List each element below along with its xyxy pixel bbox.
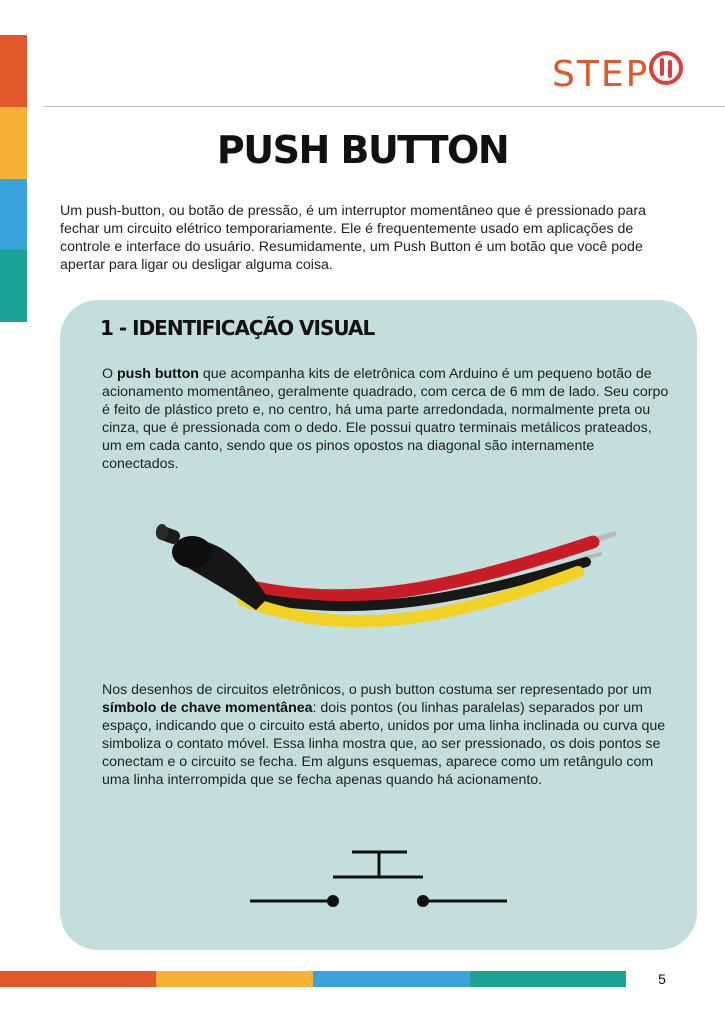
push-button-photo <box>148 500 618 640</box>
step-logo <box>552 48 692 96</box>
footer-bar-orange <box>0 971 156 987</box>
footer-bar-yellow <box>156 971 313 987</box>
symbol-paragraph: Nos desenhos de circuitos eletrônicos, o push button costuma ser representado por um símbolo de chave momentânea: dois pontos (ou linhas paralelas) separados por um espaço, indicando que o circuito está aberto, unidos por uma linha inclinada ou curva que simboliza o contato móvel. Essa linha mostra que, ao ser pressionado, os dois pontos se conectam e o circuito se fecha. Em alguns esquemas, aparece como um retângulo com uma linha interrompida que se fecha apenas quando há acionamento. <box>102 682 666 788</box>
bold-term: push button <box>116 366 199 382</box>
footer-bar-blue <box>313 971 470 987</box>
section-title: 1 - IDENTIFICAÇÃO VISUAL <box>100 316 375 340</box>
bold-term: símbolo de chave momentânea <box>102 700 313 716</box>
side-bar-orange <box>0 35 27 107</box>
side-bar-teal <box>0 250 27 322</box>
page-number: 5 <box>658 971 666 987</box>
header-divider <box>44 106 725 107</box>
logo-emblem-icon <box>651 53 681 83</box>
push-button-symbol <box>245 845 510 915</box>
identification-paragraph: O push button que acompanha kits de eletrônica com Arduino é um pequeno botão de acionamento momentâneo, geralmente quadrado, com cerca de 6 mm de lado. Seu corpo é feito de plástico preto e, no centro, há uma parte arredondada, normalmente preta ou cinza, que é pressionada com o dedo. Ele possui quatro terminais metálicos prateados, um em cada canto, sendo que os pinos opostos na diagonal são internamente conectados. <box>102 366 669 472</box>
footer-bar-teal <box>470 971 626 987</box>
page-title: PUSH BUTTON <box>216 128 509 172</box>
side-bar-blue <box>0 179 27 250</box>
intro-paragraph: Um push-button, ou botão de pressão, é um interruptor momentâneo que é pressionado para fechar um circuito elétrico temporariamente. Ele é frequentemente usado em aplicações de controle e interface do usuário. Resumidamente, um Push Button é um botão que você pode apertar para ligar ou desligar alguma coisa. <box>60 203 646 273</box>
logo-wordmark: STEP <box>552 54 650 95</box>
